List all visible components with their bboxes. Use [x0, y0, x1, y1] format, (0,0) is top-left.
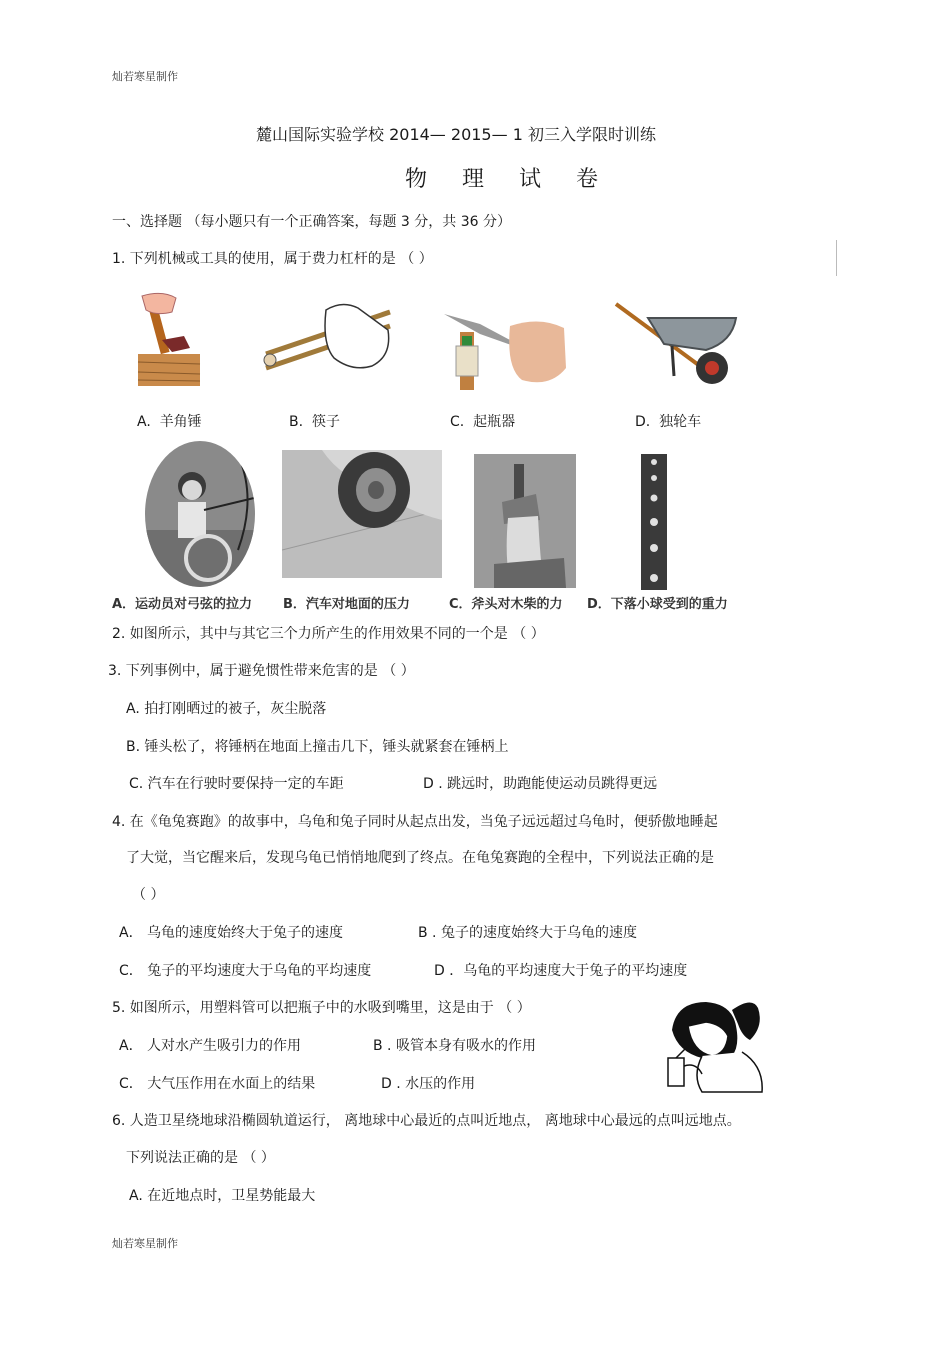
q5-option-c: C． 大气压作用在水面上的结果	[119, 1076, 316, 1092]
archer-photo	[144, 440, 256, 588]
question-2-stem: 2. 如图所示，其中与其它三个力所产生的作用效果不同的一个是 （ ）	[112, 626, 545, 642]
question-4-line2: 了大觉，当它醒来后，发现乌龟已悄悄地爬到了终点。在龟兔赛跑的全程中，下列说法正确的是	[126, 850, 714, 866]
q2-caption-b: B．汽车对地面的压力	[283, 597, 410, 612]
q4-option-a: A． 乌龟的速度始终大于兔子的速度	[119, 925, 344, 941]
wheelbarrow-image	[612, 296, 742, 390]
q5-option-d: D . 水压的作用	[381, 1076, 476, 1092]
subject-title: 物 理 试 卷	[405, 167, 612, 192]
q1-option-b: B. 筷子	[289, 414, 340, 430]
q4-option-b: B . 兔子的速度始终大于乌龟的速度	[418, 925, 637, 941]
car-tire-photo	[282, 450, 442, 578]
q1-option-c: C. 起瓶器	[450, 414, 516, 430]
q3-option-d: D . 跳远时，助跑能使运动员跳得更远	[423, 776, 658, 792]
q2-caption-a: A．运动员对弓弦的拉力	[112, 597, 253, 612]
question-4-line3: （ ）	[132, 887, 165, 903]
question-1-stem: 1. 下列机械或工具的使用，属于费力杠杆的是 （ ）	[112, 251, 433, 267]
question-4-line1: 4. 在《龟兔赛跑》的故事中，乌龟和兔子同时从起点出发，当兔子远远超过乌龟时，便骄傲地睡起	[112, 814, 718, 830]
page-footer: 灿若寒星制作	[112, 1237, 178, 1250]
q3-option-a: A. 拍打刚晒过的被子，灰尘脱落	[126, 701, 327, 717]
question-6-line1: 6. 人造卫星绕地球沿椭圆轨道运行， 离地球中心最近的点叫近地点， 离地球中心最远的点叫远地点。	[112, 1113, 741, 1129]
q1-option-d: D. 独轮车	[635, 414, 702, 430]
q1-option-a: A. 羊角锤	[137, 414, 202, 430]
q4-option-c: C． 兔子的平均速度大于乌龟的平均速度	[119, 963, 372, 979]
q4-option-d: D ．乌龟的平均速度大于兔子的平均速度	[434, 963, 688, 979]
falling-ball-photo	[641, 454, 667, 590]
q3-option-c: C. 汽车在行驶时要保持一定的车距	[129, 776, 344, 792]
axe-wood-photo	[474, 454, 576, 588]
q6-option-a: A. 在近地点时，卫星势能最大	[129, 1188, 316, 1204]
q5-option-a: A． 人对水产生吸引力的作用	[119, 1038, 302, 1054]
section-heading: 一、选择题 （每小题只有一个正确答案，每题 3 分，共 36 分）	[112, 214, 511, 230]
question-3-stem: 3. 下列事例中，属于避免惯性带来危害的是 （ ）	[108, 663, 415, 679]
bottle-opener-image	[440, 306, 568, 392]
page-header: 灿若寒星制作	[112, 70, 178, 83]
margin-line	[836, 240, 837, 276]
q2-caption-c: C．斧头对木柴的力	[449, 597, 563, 612]
girl-drinking-illustration	[662, 996, 772, 1094]
question-5-stem: 5. 如图所示，用塑料管可以把瓶子中的水吸到嘴里，这是由于 （ ）	[112, 1000, 531, 1016]
chopsticks-image	[262, 300, 394, 372]
q3-option-b: B. 锤头松了，将锤柄在地面上撞击几下，锤头就紧套在锤柄上	[126, 739, 509, 755]
school-title: 麓山国际实验学校 2014— 2015— 1 初三入学限时训练	[256, 125, 656, 144]
q5-option-b: B . 吸管本身有吸水的作用	[373, 1038, 536, 1054]
question-6-line2: 下列说法正确的是 （ ）	[126, 1150, 275, 1166]
hammer-image	[132, 288, 207, 390]
q2-caption-d: D．下落小球受到的重力	[587, 597, 728, 612]
